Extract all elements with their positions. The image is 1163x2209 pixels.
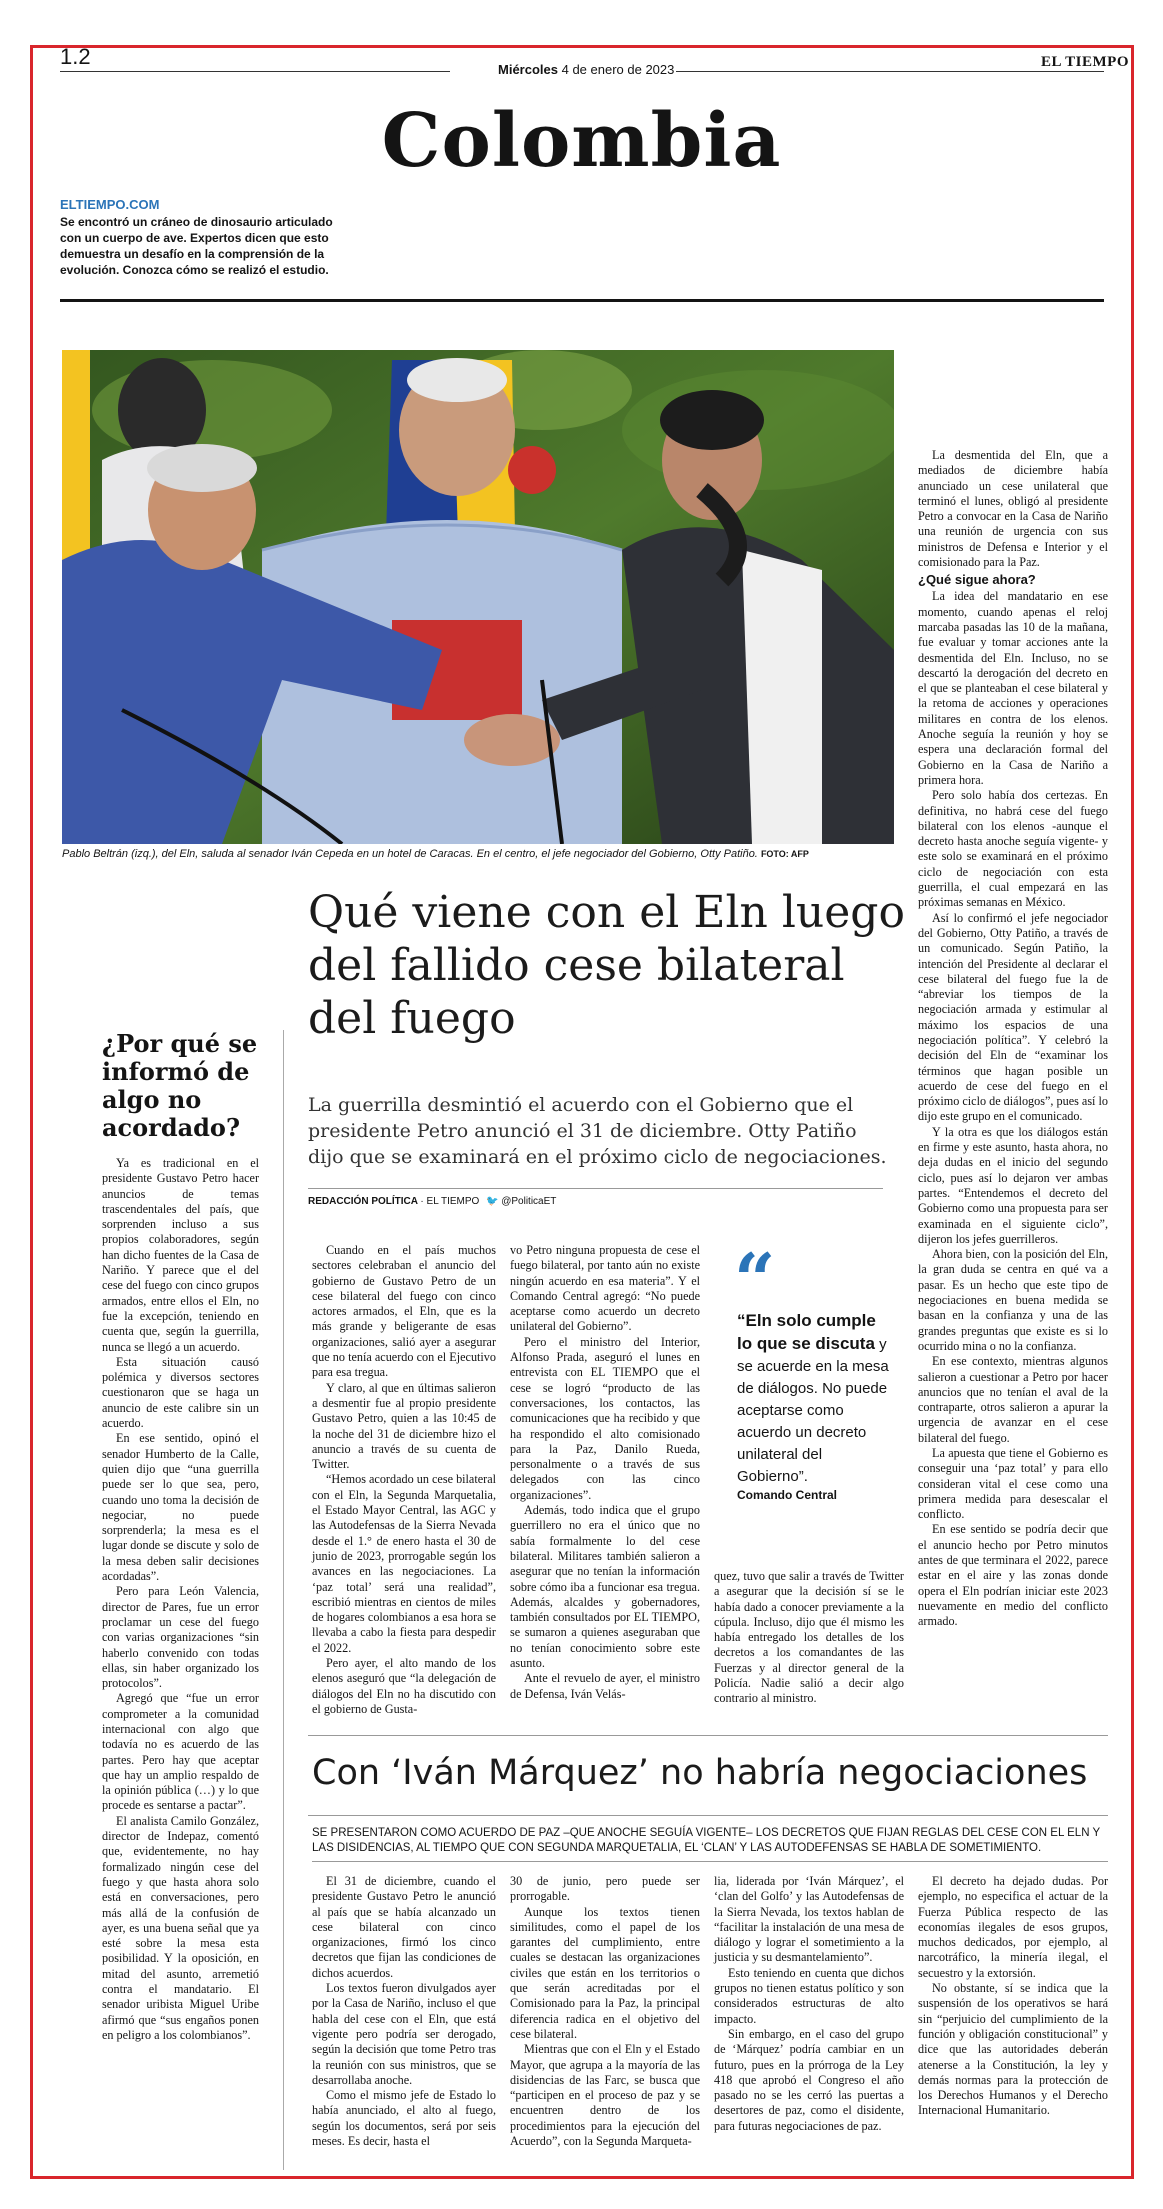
second-story-rule-bottom: [312, 1861, 1108, 1862]
sidebar-divider: [283, 1030, 284, 2170]
article-paragraph: Y claro, al que en últimas salieron a desmentir fue al propio presidente Gustavo Petro, quien a las 10:45 de la noche del 31 de diciembre hizo el anuncio a través de su cuenta de Twitter.: [312, 1380, 496, 1472]
second-story-column-1: [312, 1874, 496, 2149]
lead-photo: [62, 350, 894, 844]
second-story-paragraph: 30 de junio, pero puede ser prorrogable.: [510, 1874, 700, 1904]
article-headline: Qué viene con el Eln luego del fallido cese bilateral del fuego: [308, 887, 905, 1044]
article-paragraph: Cuando en el país muchos sectores celebraban el anuncio del gobierno de Gustavo Petro de un cese bilateral del fuego con cinco actores armados, el Eln, que es la más grande y beligerante de esas organizaciones, salió ayer a asegurar que no tenía acuerdo con el Ejecutivo para esa tregua.: [312, 1243, 496, 1380]
twitter-handle[interactable]: [486, 1196, 556, 1207]
section-title: Colombia: [381, 98, 782, 184]
byline-paper: · EL TIEMPO: [420, 1196, 480, 1207]
article-paragraph: Además, todo indica que el grupo guerrillero no era el único que no sabía formalmente lo del cese bilateral. Militares también salieron a asegurar que no tenían la información sobre cómo iba a funcionar esa tregua. Además, alcaldes y gobernadores, también consultados por EL TIEMPO, se sumaron a quienes aseguraban que no tenían conocimiento sobre este asunto.: [510, 1503, 700, 1671]
article-column-3: [714, 1569, 904, 1707]
second-story-paragraph: Los textos fueron divulgados ayer por la Casa de Nariño, incluso el que habla del cese con el Eln, que está vigente pero podría ser derogado, según la decisión que tome Petro tras la reunión con sus ministros, que se desarrollaba anoche.: [312, 1981, 496, 2087]
second-story-paragraph: Sin embargo, en el caso del grupo de ‘Márquez’ podría cambiar en un futuro, pues en la prórroga de la Ley 418 que aprobó el Congreso el año pasado no se les cerró las puertas a desertores de paz, como el disidente, para futuras negociaciones de paz.: [714, 2026, 904, 2133]
article-paragraph: En ese sentido se podría decir que el anuncio hecho por Petro minutos antes de que terminara el 2022, parece estar en el aire y las zonas donde opera el Eln podrían iniciar este 2023 nuevamente en medio del conflicto armado.: [918, 1522, 1108, 1629]
article-paragraph: Pero ayer, el alto mando de los elenos aseguró que “la delegación de diálogos del Eln no ha discutido con el gobierno de Gusta-: [312, 1656, 496, 1716]
section-divider: [60, 299, 1104, 302]
twitter-handle-text: @PoliticaET: [501, 1196, 557, 1207]
second-story-paragraph: Aunque los textos tienen similitudes, como el papel de los garantes del cumplimiento, entre cuales se destacan las organizaciones civiles que están en los territorios o que serán acreditadas por el Comisionado para la Paz, la principal diferencia radica en el objetivo del cese bilateral.: [510, 1904, 700, 2041]
second-story-column-4: [918, 1874, 1108, 2119]
article-paragraph: “Hemos acordado un cese bilateral con el Eln, la Segunda Marquetalia, el Estado Mayor Central, las AGC y las Autodefensas de la Sierra Nevada desde el 1.° de enero hasta el 30 de junio de 2023, prorrogable según los avances en las negociaciones. La ‘paz total’ será una realidad”, escribió mientras en cientos de miles de hogares colombianos a esa hora se llevaba a cabo la fiesta para despedir el 2022.: [312, 1472, 496, 1655]
article-column-1: [312, 1243, 496, 1717]
newspaper-brand: EL TIEMPO: [1041, 54, 1129, 70]
promo-site-link[interactable]: ELTIEMPO.COM: [60, 197, 160, 212]
photo-caption: [62, 848, 894, 860]
sidebar-paragraph: Agregó que “fue un error comprometer a la comunidad internacional con algo que todavía no es acuerdo de las partes. Pero hay que aceptar que hay un amplio respaldo de la opinión pública (…) y lo que procede es sentarse a pactar”.: [102, 1691, 259, 1813]
second-story-paragraph: El decreto ha dejado dudas. Por ejemplo, no especifica el actuar de la Fuerza Pública respecto de las economías ilegales de esos grupos, muchos dedicados, por ejemplo, al narcotráfico, la minería ilegal, el secuestro y la extorsión.: [918, 1874, 1108, 1980]
article-subhead: ¿Qué sigue ahora?: [918, 572, 1036, 588]
second-story-paragraph: Esto teniendo en cuenta que dichos grupos no tienen estatus político y son considerados estructuras de alto impacto.: [714, 1965, 904, 2026]
second-story-rule-mid: [308, 1815, 1108, 1816]
second-story-paragraph: Mientras que con el Eln y el Estado Mayor, que agrupa a la mayoría de las disidencias de las Farc, se busca que “participen en el proceso de paz y se encuentren dentro de los procedimientos para la ejecución del Acuerdo”, con la Segunda Marqueta-: [510, 2042, 700, 2149]
article-paragraph: Pero el ministro del Interior, Alfonso Prada, aseguró el lunes en entrevista con EL TIEMPO que el cese se logró “producto de las conversaciones, los contactos, las comunicaciones que ha recibido y que ha respondido el alto comisionado para la Paz, Danilo Rueda, personalmente o a través de sus delegados con las cinco organizaciones”.: [510, 1334, 700, 1502]
article-paragraph: Ahora bien, con la posición del Eln, la gran duda se centra en qué va a pasar. Es un hecho que este tipo de negociaciones en buena medida se basan en la confianza y una de las grandes preguntas que existe es si lo ocurrido mina o no la confianza.: [918, 1247, 1108, 1353]
edition-date-text: 4 de enero de 2023: [561, 62, 675, 77]
second-story-column-2: [510, 1874, 700, 2149]
second-story-headline: Con ‘Iván Márquez’ no habría negociaciones: [312, 1753, 1088, 1793]
article-paragraph: La idea del mandatario en ese momento, cuando apenas el reloj marcaba pasadas las 10 de la mañana, fue evaluar y tomar acciones ante la desmentida del Eln. Incluso, no se descartó la derogación del decreto en el que se planteaban el cese bilateral y la retoma de acciones y operaciones militares en contra de los elenos. Anoche seguía la reunión y hoy se espera una declaración formal del Gobierno en la Casa de Nariño a primera hora.: [918, 589, 1108, 787]
article-paragraph: La desmentida del Eln, que a mediados de diciembre había anunciado un cese unilateral que terminó el lunes, obligó al presidente Petro a convocar en la Casa de Nariño una reunión de urgencia con sus ministros de Defensa e Interior y el comisionado para la Paz.: [918, 448, 1108, 570]
sidebar-column: [102, 1156, 259, 2043]
article-paragraph: Ante el revuelo de ayer, el ministro de Defensa, Iván Velás-: [510, 1671, 700, 1701]
second-story-deck: SE PRESENTARON COMO ACUERDO DE PAZ –QUE ANOCHE SEGUÍA VIGENTE– LOS DECRETOS QUE FIJAN REGLAS DEL CESE CON EL ELN Y LAS DISIDENCIAS, AL TIEMPO QUE CON SEGUNDA MARQUETALIA, EL ‘CLAN’ Y LAS AUTODEFENSAS SE HABLA DE SOMETIMIENTO.: [312, 1827, 1100, 1854]
article-paragraph: La apuesta que tiene el Gobierno es conseguir una ‘paz total’ y para ello consideran vital el cese como una primera medida para desescalar el conflicto.: [918, 1446, 1108, 1522]
second-story-paragraph: No obstante, sí se indica que la suspensión de los operativos se hará sin “perjuicio del cumplimiento de la función y obligación constitucional” y dice que las autoridades deberán atenerse a la Constitución, la ley y demás normas para la protección de los Derechos Humanos y el Derecho Internacional Humanitario.: [918, 1981, 1108, 2118]
edition-day: Miércoles: [498, 62, 558, 77]
article-paragraph: Así lo confirmó el jefe negociador del Gobierno, Otty Patiño, a través de un comunicado. Según Patiño, la intención del Presidente al declarar el cese bilateral del fuego fue la de “abreviar los tiempos de la negociación armada y estimular al máximo los espacios de una negociación política”. Y celebró la decisión del Eln de “examinar los términos que hagan posible un acuerdo de cese del fuego en el próximo ciclo de diálogos”, pues así lo dijo este grupo en el comunicado.: [918, 910, 1108, 1124]
article-paragraph: quez, tuvo que salir a través de Twitter a asegurar que la decisión sí se le había dado a conocer previamente a la cúpula. Incluso, dijo que él mismo les había entregado los detalles de los decretos a los comandantes de las Fuerzas y al director general de la Policía. Nadie salió a decir algo contrario al ministro.: [714, 1569, 904, 1706]
article-paragraph: Pero solo había dos certezas. En definitiva, no habrá cese del fuego bilateral con los elenos -aunque el decreto hasta anoche seguía vigente- y este solo se examinará en el próximo ciclo de negociación con esta guerrilla, el cual empezará en las próximas semanas en México.: [918, 788, 1108, 910]
second-story-paragraph: El 31 de diciembre, cuando el presidente Gustavo Petro le anunció al país que se había alcanzado un cese bilateral con cinco organizaciones, firmó los cinco decretos que fijan las condiciones de dichos acuerdos.: [312, 1874, 496, 1980]
pull-quote-rest: y se acuerde en la mesa de diálogos. No puede aceptarse como acuerdo un decreto unilateral del Gobierno”.: [737, 1336, 889, 1485]
second-story-rule-top: [308, 1735, 1108, 1736]
photo-credit: FOTO: AFP: [760, 849, 809, 859]
sidebar-headline: ¿Por qué se informó de algo no acordado?: [102, 1029, 258, 1142]
second-story-paragraph: lia, liderada por ‘Iván Márquez’, el ‘clan del Golfo’ y las Autodefensas de la Sierra Nevada, los textos hablan de “facilitar la instalación de una mesa de diálogo y lograr el sometimiento a la justicia y su desmantelamiento”.: [714, 1874, 904, 1965]
edition-date: [498, 62, 674, 77]
sidebar-paragraph: El analista Camilo González, director de Indepaz, comentó que, evidentemente, no hay formalizado ningún cese del fuego y que hasta ahora solo está en conversaciones, pero más allá de la confusión de ayer, es una buena señal que ya esté sobre la mesa esta posibilidad. Y la oposición, en mitad del asunto, arremetió contra el mandatario. El senador uribista Miguel Uribe afirmó que “sus engaños ponen en peligro a los colombianos”.: [102, 1813, 259, 2042]
twitter-icon: 🐦: [486, 1196, 499, 1207]
pull-quote-author: Comando Central: [737, 1488, 838, 1502]
article-lede: La guerrilla desmintió el acuerdo con el Gobierno que el presidente Petro anunció el 31 de diciembre. Otty Patiño dijo que se examinará en el próximo ciclo de negociaciones.: [308, 1094, 887, 1168]
article-paragraph: Y la otra es que los diálogos están en firme y este asunto, hasta ahora, no deja dudas en el inicio del segundo ciclo, pues así lo dejaron ver ambas partes. “Entendemos el decreto del Gobierno como una propuesta para ser examinada en el siguiente ciclo”, dijeron los jefes guerrilleros.: [918, 1124, 1108, 1246]
byline-author: REDACCIÓN POLÍTICA: [308, 1196, 418, 1207]
article-paragraph: vo Petro ninguna propuesta de cese el fuego bilateral, por tanto aún no existe ningún acuerdo en esa materia”. Y el Comando Central agregó: “No puede aceptarse como acuerdo un decreto unilateral del Gobierno”.: [510, 1243, 700, 1334]
sidebar-paragraph: Esta situación causó polémica y diversos sectores cuestionaron que se haga un anuncio de este calibre sin un acuerdo.: [102, 1354, 259, 1431]
sidebar-paragraph: Pero para León Valencia, director de Pares, fue un error proclamar un cese del fuego con varias organizaciones “sin haberlo convenido con todas ellas, sin haber organizado los protocolos”.: [102, 1584, 259, 1691]
sidebar-paragraph: En ese sentido, opinó el senador Humberto de la Calle, quien dijo que “una guerrilla puede ser lo que sea, pero, cuando uno toma la decisión de negociar, no puede sorprenderla; la mesa es el lugar donde se discute y solo de la mesa deben salir decisiones acordadas”.: [102, 1431, 259, 1584]
article-paragraph: En ese contexto, mientras algunos salieron a cuestionar a Petro por hacer anuncios que no tenían el aval de la contraparte, otros salieron a apurar la urgencia de avanzar en el cese bilateral del fuego.: [918, 1354, 1108, 1445]
pull-quote: [737, 1310, 895, 1488]
article-byline: [308, 1196, 479, 1207]
byline-rule: [308, 1188, 883, 1189]
promo-text: Se encontró un cráneo de dinosaurio articulado con un cuerpo de ave. Expertos dicen que esto demuestra un desafío en la comprensión de la evolución. Conozca cómo se realizó el estudio.: [60, 215, 333, 277]
quote-icon: “: [734, 1237, 776, 1322]
sidebar-paragraph: Ya es tradicional en el presidente Gustavo Petro hacer anuncios de temas trascendentales del país, que sorprenden incluso a sus propios colaboradores, según han dicho fuentes de la Casa de Nariño. Y parece que el del cese del fuego con cinco grupos armados, entre ellos el Eln, no fue la excepción, teniendo en cuenta que, según la guerrilla, nunca se llegó a un acuerdo.: [102, 1156, 259, 1354]
article-column-2: [510, 1243, 700, 1702]
pull-quote-bold: “Eln solo cumple lo que se discuta: [737, 1311, 876, 1353]
second-story-column-3: [714, 1874, 904, 2134]
page-number: 1.2: [60, 44, 91, 69]
header-rule-right: [676, 71, 1104, 72]
article-column-right: [918, 448, 1108, 1630]
second-story-paragraph: Como el mismo jefe de Estado lo había anunciado, el alto al fuego, según los documentos, será por seis meses. Es decir, hasta el: [312, 2088, 496, 2149]
photo-caption-text: Pablo Beltrán (izq.), del Eln, saluda al senador Iván Cepeda en un hotel de Caracas. En el centro, el jefe negociador del Gobierno, Otty Patiño.: [62, 848, 758, 860]
header-rule-left: [60, 71, 450, 72]
